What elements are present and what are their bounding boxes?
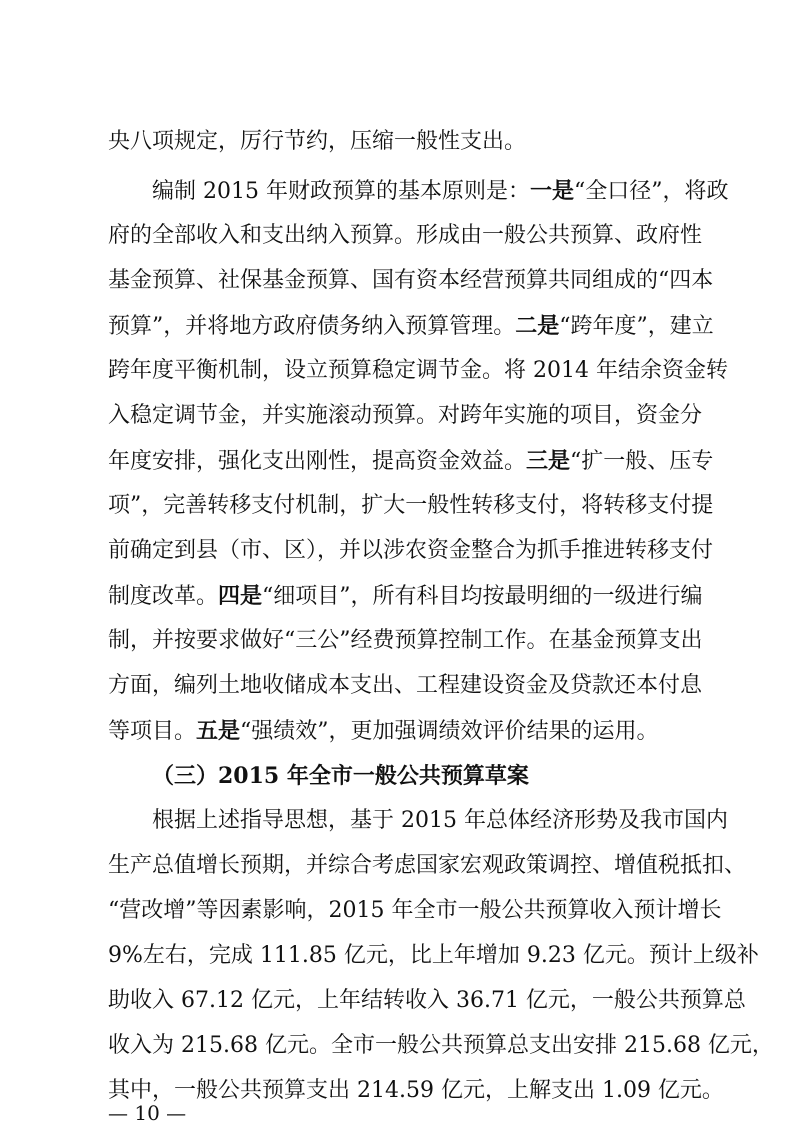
paragraph-line	[152, 801, 728, 841]
text-run: 9%左右，完成 111.85 亿元，比上年增加 9.23 亿元。预计上级补	[108, 943, 759, 968]
text-run: 预算”，并将地方政府债务纳入预算管理。	[108, 314, 516, 339]
page-number: — 10 —	[108, 1101, 187, 1125]
paragraph-line	[108, 441, 714, 481]
bold-text-run: 一是	[529, 178, 574, 204]
bold-text-run: 三是	[526, 448, 571, 474]
text-run: 助收入 67.12 亿元，上年结转收入 36.71 亿元，一般公共预算总	[108, 988, 746, 1013]
text-run: 基金预算、社保基金预算、国有资本经营预算共同组成的“四本	[108, 268, 714, 293]
text-run: 收入为 215.68 亿元。全市一般公共预算总支出安排 215.68 亿元，	[108, 1033, 774, 1058]
paragraph-line	[108, 351, 728, 391]
paragraph-line	[108, 576, 703, 616]
text-run: 年度安排，强化支出刚性，提高资金效益。	[108, 449, 527, 474]
bold-text-run: 五是	[196, 718, 241, 744]
paragraph-line	[108, 1026, 774, 1066]
paragraph-line	[152, 171, 729, 211]
paragraph-line	[108, 216, 703, 256]
bold-text-run: 二是	[515, 313, 560, 339]
text-run: “全口径”，将政	[574, 179, 729, 204]
paragraph-line	[108, 122, 690, 162]
paragraph-line	[108, 846, 747, 886]
bold-text-run: 四是	[218, 583, 263, 609]
section-heading: （三）2015 年全市一般公共预算草案	[152, 763, 529, 789]
text-run: 央八项规定，厉行节约，压缩一般性支出。	[108, 129, 527, 154]
paragraph-line	[108, 306, 714, 346]
paragraph-line	[108, 1071, 724, 1111]
text-run: 生产总值增长预期，并综合考虑国家宏观政策调控、增值税抵扣、	[108, 853, 747, 878]
paragraph-line	[108, 396, 703, 436]
paragraph-line	[108, 486, 714, 526]
text-run: “强绩效”，更加强调绩效评价结果的运用。	[240, 719, 659, 744]
text-run: 方面，编列土地收储成本支出、工程建设资金及贷款还本付息	[108, 673, 703, 698]
paragraph-line	[108, 981, 746, 1021]
paragraph-line	[108, 531, 714, 571]
text-run: “扩一般、压专	[570, 449, 714, 474]
text-run: “跨年度”，建立	[559, 314, 714, 339]
paragraph-line	[108, 621, 703, 661]
text-run: 编制 2015 年财政预算的基本原则是：	[152, 179, 530, 204]
text-run: 制，并按要求做好“三公”经费预算控制工作。在基金预算支出	[108, 628, 703, 653]
text-run: 府的全部收入和支出纳入预算。形成由一般公共预算、政府性	[108, 223, 703, 248]
text-run: 跨年度平衡机制，设立预算稳定调节金。将 2014 年结余资金转	[108, 358, 728, 383]
text-run: 根据上述指导思想，基于 2015 年总体经济形势及我市国内	[152, 808, 728, 833]
paragraph-line	[108, 261, 714, 301]
text-run: 其中，一般公共预算支出 214.59 亿元，上解支出 1.09 亿元。	[108, 1078, 724, 1103]
text-run: 制度改革。	[108, 584, 219, 609]
text-run: 项”，完善转移支付机制，扩大一般性转移支付，将转移支付提	[108, 493, 714, 518]
text-run: 入稳定调节金，并实施滚动预算。对跨年实施的项目，资金分	[108, 403, 703, 428]
text-run: “营改增”等因素影响，2015 年全市一般公共预算收入预计增长	[108, 898, 722, 923]
text-run: 前确定到县（市、区），并以涉农资金整合为抓手推进转移支付	[108, 538, 714, 563]
paragraph-line	[108, 891, 722, 931]
paragraph-line	[108, 936, 759, 976]
text-run: 等项目。	[108, 719, 197, 744]
paragraph-line	[108, 666, 703, 706]
paragraph-line	[108, 711, 690, 751]
text-run: “细项目”，所有科目均按最明细的一级进行编	[262, 584, 703, 609]
